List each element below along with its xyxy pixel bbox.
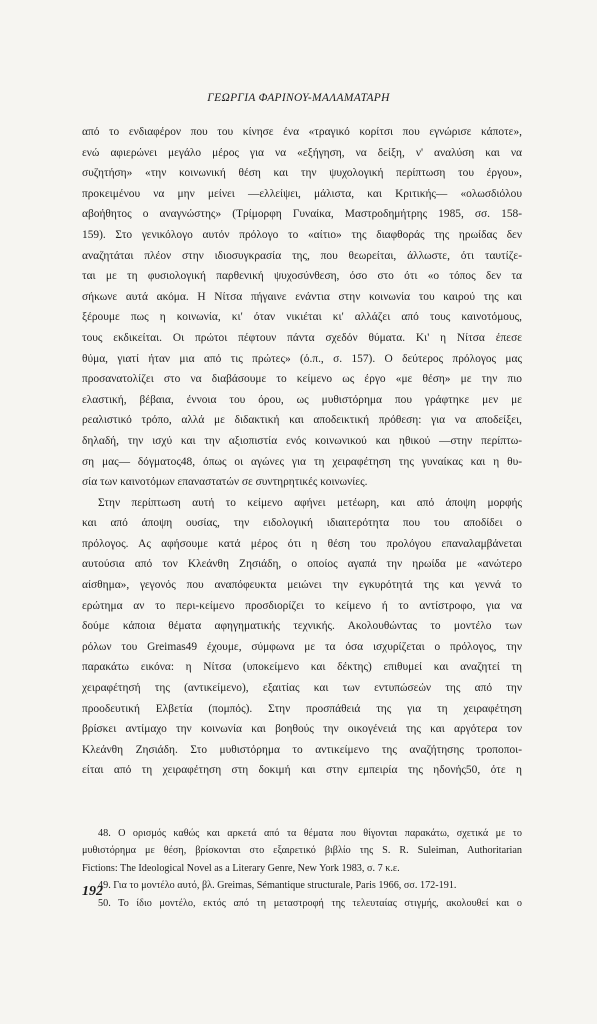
text-line: σία των καινοτόμων επαναστατών σε συντηρητικές κοινωνίες. [82,476,368,489]
text-line: από το ενδιαφέρον που του κίνησε ένα «τραγικό κορίτσι που εγνώρισε κάποτε», [82,126,522,138]
text-line: αβοήθητος ο αναγνώστης» (Τρίμορφη Γυναίκα, Μαστροδημήτρης 1985, σσ. 158- [82,208,522,221]
text-line: προκειμένου να μην μείνει —ελλείψει, μάλιστα, και Κριτικής— «ολωσδιόλου [82,187,522,200]
footnote-line: Fictions: The Ideological Novel as a Literary Genre, New York 1983, σ. 7 κ.ε. [82,862,400,874]
text-line: 159). Στο γενικόλογο αυτόν πρόλογο το «αίτιο» της διαφθοράς της ηρωίδας δεν [82,228,522,241]
text-line: ξέρουμε πως η κοινωνία, κι' όταν νικιέται κι' αλλάζει από τους καινοτόμους, [82,311,522,324]
text-line: προσανατολίζει στο να διαβάσουμε το κείμενο ως έργο «με θέση» με την πιο [82,373,522,386]
text-line: τους εκδικείται. Οι πρώτοι πέφτουν πάντα σχεδόν θύματα. Κι' η Νίτσα έπεσε [82,331,522,344]
text-line: είται από τη χειραφέτηση στη δοκιμή και στην εμπειρία της ηδονής50, ότε η [82,764,522,777]
text-line: Στην περίπτωση αυτή το κείμενο αφήνει μετέωρη, και από άποψη μορφής [98,496,522,509]
text-line: αναζητάται πλέον στην ιδιοσυγκρασία της, που θεωρείται, άλλωστε, ότι ταυτίζε- [82,249,522,262]
text-line: θύμα, γιατί ήταν μια από τις πρώτες» (ό.π., σ. 157). Ο δεύτερος πρόλογος μας [82,352,522,365]
text-line: και από άποψη ουσίας, την ειδολογική ιδιαιτερότητα που του αποδίδει ο [82,517,522,530]
text-line: ση μας— δόγματος48, όπως οι αγώνες για τη χειραφέτηση της γυναίκας και η θυ- [82,455,522,468]
text-line: ρόλων του Greimas49 έχουμε, σύμφωνα με τα όσα ισχυρίζεται ο πρόλογος, την [82,640,522,653]
footnote-line: 48. Ο ορισμός καθώς και αρκετά από τα θέματα που θίγονται παρακάτω, σχετικά με το [98,828,522,839]
text-line: αυτούσια από τον Κλεάνθη Ζησιάδη, ο οποίος αγαπά την ηρωίδα με «ανώτερο [82,558,522,571]
text-line: δούμε κάποια θέματα αφηγηματικής τεχνικής. Ακολουθώντας το μοντέλο των [82,620,522,633]
text-line: αίσθημα», γεγονός που αναπόφευκτα μειώνει την εγκυρότητά της και γεννά το [82,579,522,592]
page-number: 192 [82,884,103,899]
text-line: παρακάτω εικόνα: η Νίτσα (υποκείμενο και δέκτης) επιθυμεί και αναζητεί τη [82,661,522,674]
text-line: ερώτημα αν το περι-κείμενο προσδιορίζει το κείμενο ή το αντίστροφο, για να [82,599,522,612]
text-line: ελαστική, βέβαια, έννοια του όρου, ως μυθιστόρημα που γράφτηκε μεν με [82,393,522,406]
text-line: πρόλογος. Ας αφήσουμε κατά μέρος ότι η θέση του προλόγου επαναλαμβάνεται [82,537,522,550]
text-line: δηλαδή, την ισχύ και την αξιοπιστία ενός κοινωνικού και ηθικού —στην περίπτω- [82,434,522,447]
text-line: προοδευτική Ελβετία (πομπός). Στην προσπάθειά της για τη χειραφέτηση [82,702,522,715]
body-text [82,122,522,781]
text-line: ρεαλιστικό τρόπο, αλλά με διδακτική και αποδεικτική πρόθεση: για να αποδείξει, [82,414,522,427]
footnote-line: 50. Το ίδιο μοντέλο, εκτός από τη μεταστροφή της τελευταίας στιγμής, ακολουθεί και ο [98,897,522,909]
text-line: ενώ αφιερώνει μεγάλο μέρος για να «εξήγηση, να δείξη, ν' αναλύση και να [82,146,522,159]
text-line: σήκωνε αυτά ακόμα. Η Νίτσα πήγαινε ενάντια στην κοινωνία του καιρού της και [82,290,522,303]
footnote-line: 49. Για το μοντέλο αυτό, βλ. Greimas, Sémantique structurale, Paris 1966, σσ. 172-191. [98,880,457,892]
text-line: χειραφέτησή της (αντικείμενο), εξαιτίας και των εντυπώσεών της από την [82,682,522,695]
footnote-line: μυθιστόρημα με θέση, βρίσκονται στο εξαιρετικό βιβλίο της S. R. Suleiman, Authoritarian [82,845,522,857]
running-header: ΓΕΩΡΓΙΑ ΦΑΡΙΝΟΥ-ΜΑΛΑΜΑΤΑΡΗ [207,92,390,104]
text-line: ται με τη φυσιολογική παρθενική ψυχοσύνθεση, όσο στο ότι «ο τόπος δεν τα [82,270,522,283]
text-line: Κλεάνθη Ζησιάδη. Στο μυθιστόρημα το αντικείμενο της αναζήτησης τροποποι- [82,743,522,756]
text-line: συζητήση» «την κοινωνική θέση και την ψυχολογική περίπτωση του έργου», [82,167,522,180]
text-line: βρίσκει αντίμαχο την κοινωνία και βοηθούς την οικογένειά της και αργότερα τον [82,723,522,736]
footnotes [82,825,522,912]
